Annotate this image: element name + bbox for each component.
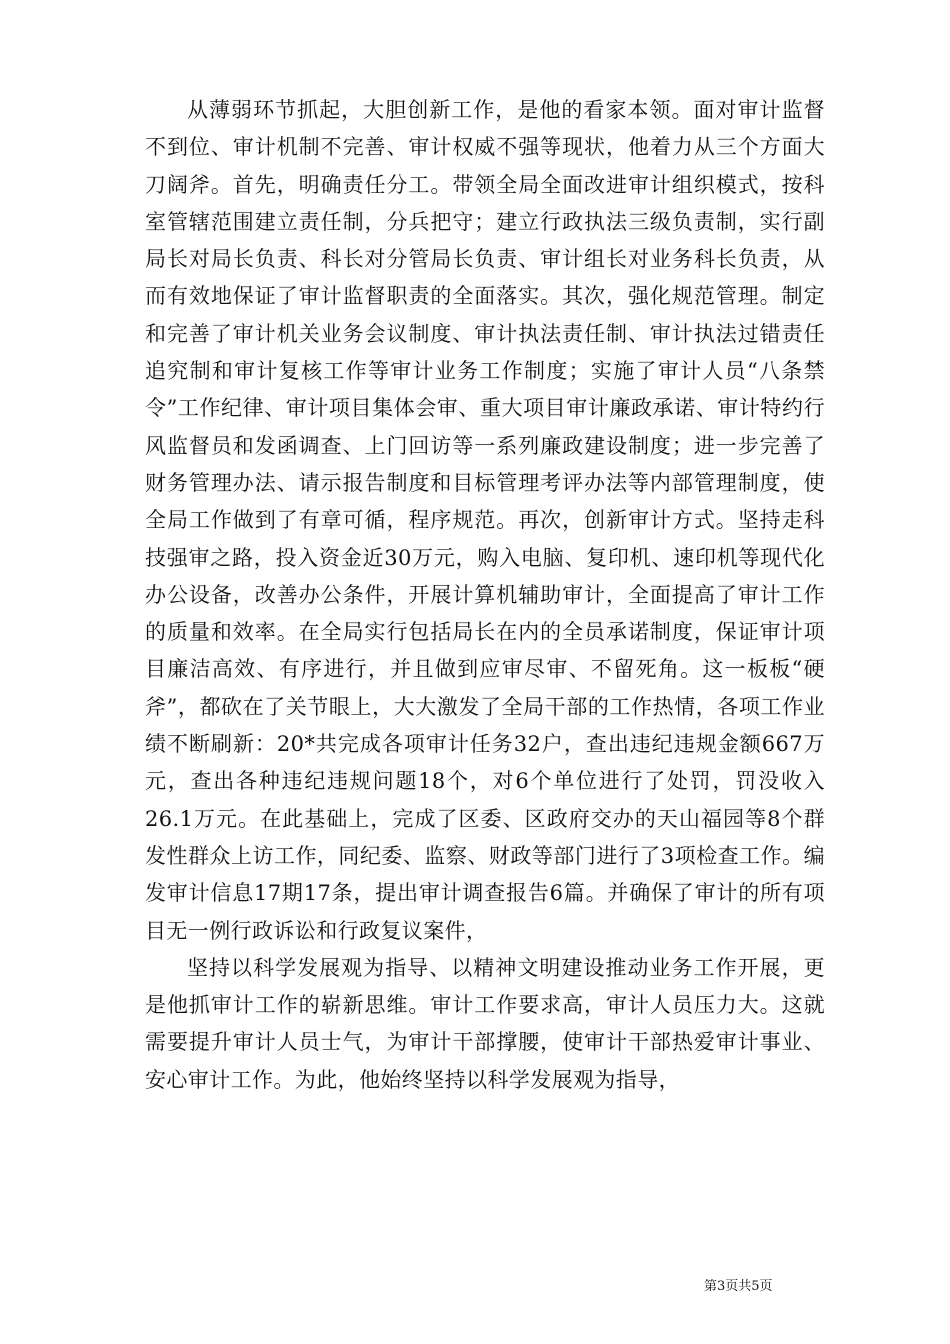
page-number-footer: 第3页共5页 [704, 1279, 773, 1294]
paragraph-scientific-development: 坚持以科学发展观为指导、以精神文明建设推动业务工作开展，更是他抓审计工作的崭新思维。审计工作要求高，审计人员压力大。这就需要提升审计人员士气，为审计干部撑腰，使审计干部热爱审计事业、安心审计工作。为此，他始终坚持以科学发展观为指导， [145, 955, 825, 1092]
body-text [145, 92, 825, 1099]
paragraph-audit-innovation: 从薄弱环节抓起，大胆创新工作，是他的看家本领。面对审计监督不到位、审计机制不完善、审计权威不强等现状，他着力从三个方面大刀阔斧。首先，明确责任分工。带领全局全面改进审计组织模式，按科室管辖范围建立责任制，分兵把守；建立行政执法三级负责制，实行副局长对局长负责、科长对分管局长负责、审计组长对业务科长负责，从而有效地保证了审计监督职责的全面落实。其次，强化规范管理。制定和完善了审计机关业务会议制度、审计执法责任制、审计执法过错责任追究制和审计复核工作等审计业务工作制度；实施了审计人员“八条禁令”工作纪律、审计项目集体会审、重大项目审计廉政承诺、审计特约行风监督员和发函调查、上门回访等一系列廉政建设制度；进一步完善了财务管理办法、请示报告制度和目标管理考评办法等内部管理制度，使全局工作做到了有章可循，程序规范。再次，创新审计方式。坚持走科技强审之路，投入资金近30万元，购入电脑、复印机、速印机等现代化办公设备，改善办公条件，开展计算机辅助审计，全面提高了审计工作的质量和效率。在全局实行包括局长在内的全员承诺制度，保证审计项目廉洁高效、有序进行，并且做到应审尽审、不留死角。这一板板“硬斧”，都砍在了关节眼上，大大激发了全局干部的工作热情，各项工作业绩不断刷新：20*共完成各项审计任务32户，查出违纪违规金额667万元，查出各种违纪违规问题18个，对6个单位进行了处罚，罚没收入26.1万元。在此基础上，完成了区委、区政府交办的天山福园等8个群发性群众上访工作，同纪委、监察、财政等部门进行了3项检查工作。编发审计信息17期17条，提出审计调查报告6篇。并确保了审计的所有项目无一例行政诉讼和行政复议案件， [145, 98, 825, 943]
